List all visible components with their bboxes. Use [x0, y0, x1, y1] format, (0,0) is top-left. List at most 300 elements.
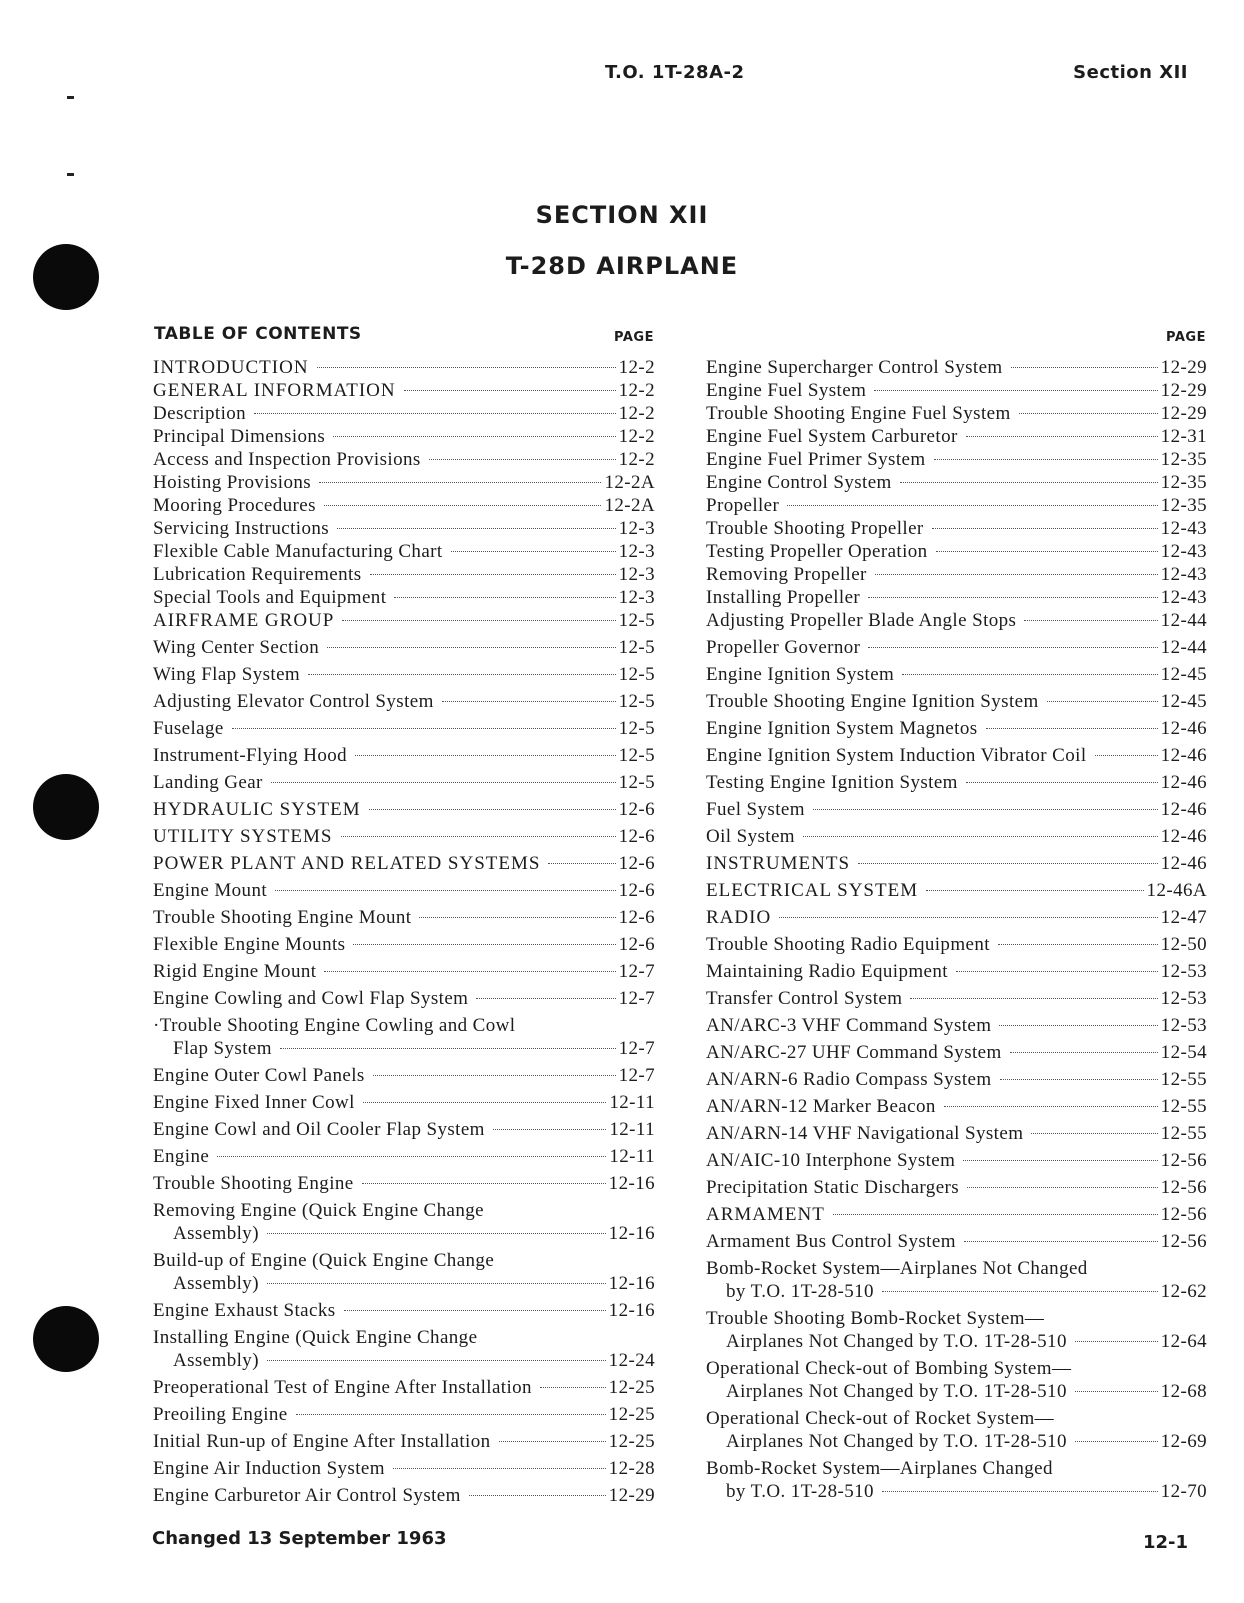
toc-entry-page: 12-7 — [618, 988, 655, 1009]
toc-entry-label: Trouble Shooting Engine Mount — [153, 907, 412, 928]
margin-mark — [67, 173, 74, 176]
toc-entry-page: 12-2 — [618, 449, 655, 470]
dot-leader — [1010, 1052, 1158, 1053]
toc-entry — [706, 563, 1207, 586]
toc-entry — [153, 1118, 655, 1141]
toc-entry-page: 12-56 — [1160, 1204, 1207, 1225]
toc-entry — [153, 609, 655, 632]
toc-entry — [706, 1407, 1207, 1453]
toc-entry-label-continued: by T.O. 1T-28-510 — [726, 1481, 874, 1502]
toc-entry — [706, 379, 1207, 402]
toc-entry — [153, 1457, 655, 1480]
toc-entry-page: 12-6 — [618, 826, 655, 847]
toc-entry-label: Engine Carburetor Air Control System — [153, 1485, 461, 1506]
toc-entry — [153, 1249, 655, 1295]
toc-entry-label: Maintaining Radio Equipment — [706, 961, 948, 982]
toc-entry-label: Engine Fixed Inner Cowl — [153, 1092, 355, 1113]
toc-entry-page: 12-35 — [1160, 472, 1207, 493]
toc-entry — [706, 717, 1207, 740]
dot-leader — [548, 863, 615, 864]
toc-entry — [706, 1068, 1207, 1091]
toc-entry — [153, 717, 655, 740]
toc-entry-label: AN/ARC-27 UHF Command System — [706, 1042, 1002, 1063]
toc-entry-page: 12-46 — [1160, 826, 1207, 847]
toc-entry — [153, 448, 655, 471]
toc-entry-label: Engine Supercharger Control System — [706, 357, 1003, 378]
dot-leader — [998, 944, 1158, 945]
dot-leader — [858, 863, 1158, 864]
toc-entry-page: 12-46 — [1160, 745, 1207, 766]
toc-entry — [706, 1041, 1207, 1064]
toc-entry-page: 12-5 — [618, 772, 655, 793]
toc-entry — [153, 771, 655, 794]
dot-leader — [327, 647, 615, 648]
toc-entry — [153, 798, 655, 821]
dot-leader — [813, 809, 1158, 810]
toc-entry-page: 12-29 — [1160, 380, 1207, 401]
toc-entry-page: 12-7 — [618, 1065, 655, 1086]
toc-entry — [706, 1122, 1207, 1145]
toc-entry-page: 12-44 — [1160, 610, 1207, 631]
toc-entry-label: Rigid Engine Mount — [153, 961, 317, 982]
toc-entry-label-continued: Airplanes Not Changed by T.O. 1T-28-510 — [726, 1331, 1067, 1352]
toc-entry-label: RADIO — [706, 907, 772, 928]
toc-entry-page: 12-55 — [1160, 1069, 1207, 1090]
dot-leader — [779, 917, 1158, 918]
toc-entry-label: Trouble Shooting Radio Equipment — [706, 934, 990, 955]
toc-entry-page: 12-56 — [1160, 1150, 1207, 1171]
toc-entry-label: Bomb-Rocket System—Airplanes Changed — [706, 1458, 1053, 1479]
toc-entry-label: Preoperational Test of Engine After Installation — [153, 1377, 532, 1398]
toc-entry — [706, 879, 1207, 902]
toc-entry-page: 12-11 — [609, 1092, 655, 1113]
dot-leader — [999, 1025, 1157, 1026]
toc-entry — [153, 1484, 655, 1507]
toc-entry — [153, 933, 655, 956]
toc-entry — [153, 540, 655, 563]
toc-entry-label: Transfer Control System — [706, 988, 903, 1009]
toc-entry — [706, 494, 1207, 517]
toc-entry-page: 12-25 — [608, 1404, 655, 1425]
dot-leader — [1031, 1133, 1157, 1134]
dot-leader — [476, 998, 615, 999]
toc-entry — [153, 636, 655, 659]
margin-mark — [67, 96, 74, 99]
dot-leader — [353, 944, 615, 945]
toc-entry-label: Removing Engine (Quick Engine Change — [153, 1200, 484, 1221]
toc-entry-label: Wing Center Section — [153, 637, 320, 658]
toc-entry — [153, 425, 655, 448]
toc-entry-page: 12-5 — [618, 664, 655, 685]
toc-entry — [153, 852, 655, 875]
toc-entry — [706, 636, 1207, 659]
dot-leader — [900, 482, 1158, 483]
dot-leader — [254, 413, 616, 414]
toc-entry-page: 12-46 — [1160, 718, 1207, 739]
section-label: Section XII — [1073, 62, 1188, 83]
dot-leader — [333, 436, 615, 437]
toc-entry-page: 12-16 — [608, 1300, 655, 1321]
dot-leader — [373, 1075, 616, 1076]
toc-entry-label: Trouble Shooting Propeller — [706, 518, 924, 539]
dot-leader — [967, 1187, 1158, 1188]
airplane-title: T-28D AIRPLANE — [505, 252, 739, 280]
toc-entry-page: 12-56 — [1160, 1177, 1207, 1198]
toc-entry — [706, 798, 1207, 821]
dot-leader — [902, 674, 1157, 675]
toc-entry — [153, 1014, 655, 1060]
section-title: SECTION XII — [535, 201, 709, 229]
toc-entry-page: 12-5 — [618, 637, 655, 658]
dot-leader — [540, 1387, 606, 1388]
toc-entry-page: 12-6 — [618, 934, 655, 955]
dot-leader — [966, 436, 1158, 437]
toc-heading: TABLE OF CONTENTS — [154, 324, 362, 344]
toc-entry — [706, 987, 1207, 1010]
dot-leader — [875, 574, 1158, 575]
toc-entry-label: INSTRUMENTS — [706, 853, 851, 874]
toc-entry — [706, 1203, 1207, 1226]
toc-entry-page: 12-2 — [618, 357, 655, 378]
toc-entry — [706, 1176, 1207, 1199]
toc-entry — [153, 402, 655, 425]
toc-entry-page: 12-5 — [618, 718, 655, 739]
toc-entry-label: Hoisting Provisions — [153, 472, 312, 493]
dot-leader — [317, 367, 616, 368]
toc-entry-label: AN/AIC-10 Interphone System — [706, 1150, 956, 1171]
dot-leader — [429, 459, 616, 460]
toc-entry-page: 12-55 — [1160, 1096, 1207, 1117]
dot-leader — [362, 1183, 606, 1184]
toc-entry-label: GENERAL INFORMATION — [153, 380, 396, 401]
toc-entry-page: 12-11 — [609, 1146, 655, 1167]
dot-leader — [926, 890, 1143, 891]
dot-leader — [499, 1441, 606, 1442]
doc-number: T.O. 1T-28A-2 — [605, 62, 745, 83]
toc-entry — [153, 356, 655, 379]
punch-hole-bottom — [33, 1306, 99, 1372]
dot-leader — [404, 390, 616, 391]
toc-entry-page: 12-16 — [608, 1173, 655, 1194]
toc-entry-label: Initial Run-up of Engine After Installation — [153, 1431, 491, 1452]
toc-entry-label: Engine Ignition System Magnetos — [706, 718, 978, 739]
dot-leader — [1024, 620, 1157, 621]
toc-right-column — [706, 356, 1207, 1507]
toc-entry — [153, 471, 655, 494]
toc-entry — [706, 771, 1207, 794]
toc-entry-label-continued: Airplanes Not Changed by T.O. 1T-28-510 — [726, 1431, 1067, 1452]
dot-leader — [337, 528, 615, 529]
toc-entry-label: Operational Check-out of Rocket System— — [706, 1408, 1055, 1429]
toc-entry-label: Bomb-Rocket System—Airplanes Not Changed — [706, 1258, 1088, 1279]
toc-entry — [706, 448, 1207, 471]
dot-leader — [342, 620, 615, 621]
dot-leader — [1075, 1391, 1158, 1392]
toc-entry-label: Operational Check-out of Bombing System— — [706, 1358, 1072, 1379]
punch-hole-middle — [33, 774, 99, 840]
dot-leader — [910, 998, 1157, 999]
dot-leader — [934, 459, 1158, 460]
toc-entry-label-continued: Airplanes Not Changed by T.O. 1T-28-510 — [726, 1381, 1067, 1402]
dot-leader — [1075, 1441, 1158, 1442]
toc-entry-page: 12-50 — [1160, 934, 1207, 955]
dot-leader — [271, 782, 616, 783]
toc-entry-page: 12-6 — [618, 880, 655, 901]
dot-leader — [419, 917, 615, 918]
toc-entry-page: 12-35 — [1160, 495, 1207, 516]
toc-entry-page: 12-46A — [1146, 880, 1207, 901]
toc-entry-label: Description — [153, 403, 247, 424]
toc-entry-page: 12-70 — [1160, 1481, 1207, 1502]
dot-leader — [966, 782, 1158, 783]
toc-entry — [153, 1326, 655, 1372]
toc-entry — [706, 960, 1207, 983]
toc-entry-label: Engine Cowling and Cowl Flap System — [153, 988, 469, 1009]
toc-entry-page: 12-7 — [618, 1038, 655, 1059]
toc-entry — [153, 987, 655, 1010]
dot-leader — [363, 1102, 607, 1103]
toc-entry-label: Propeller Governor — [706, 637, 861, 658]
dot-leader — [882, 1291, 1158, 1292]
toc-entry — [706, 586, 1207, 609]
toc-entry-label: POWER PLANT AND RELATED SYSTEMS — [153, 853, 541, 874]
toc-entry-page: 12-43 — [1160, 541, 1207, 562]
dot-leader — [882, 1491, 1158, 1492]
toc-entry — [706, 517, 1207, 540]
toc-entry — [153, 960, 655, 983]
toc-entry-label: Special Tools and Equipment — [153, 587, 387, 608]
toc-entry — [153, 690, 655, 713]
toc-entry-page: 12-46 — [1160, 853, 1207, 874]
dot-leader — [217, 1156, 606, 1157]
toc-entry-page: 12-68 — [1160, 1381, 1207, 1402]
dot-leader — [868, 647, 1157, 648]
toc-entry-page: 12-55 — [1160, 1123, 1207, 1144]
changed-date: Changed 13 September 1963 — [152, 1528, 447, 1549]
dot-leader — [394, 597, 615, 598]
toc-entry-page: 12-29 — [1160, 403, 1207, 424]
toc-entry-page: 12-2 — [618, 380, 655, 401]
toc-entry-page: 12-3 — [618, 587, 655, 608]
dot-leader — [344, 1310, 606, 1311]
toc-entry-label: Testing Propeller Operation — [706, 541, 928, 562]
toc-entry-page: 12-5 — [618, 691, 655, 712]
dot-leader — [324, 505, 602, 506]
toc-entry-page: 12-46 — [1160, 799, 1207, 820]
toc-entry-page: 12-56 — [1160, 1231, 1207, 1252]
toc-entry-label: AN/ARC-3 VHF Command System — [706, 1015, 992, 1036]
dot-leader — [267, 1360, 606, 1361]
toc-entry-label: Trouble Shooting Engine Fuel System — [706, 403, 1011, 424]
toc-entry-label: ELECTRICAL SYSTEM — [706, 880, 919, 901]
dot-leader — [341, 836, 616, 837]
toc-entry-label-continued: by T.O. 1T-28-510 — [726, 1281, 874, 1302]
toc-entry-page: 12-53 — [1160, 961, 1207, 982]
toc-entry — [706, 690, 1207, 713]
toc-entry-label: Flexible Engine Mounts — [153, 934, 346, 955]
toc-entry-page: 12-7 — [618, 961, 655, 982]
toc-entry-page: 12-62 — [1160, 1281, 1207, 1302]
dot-leader — [393, 1468, 606, 1469]
toc-entry-label: Engine Mount — [153, 880, 268, 901]
toc-entry — [706, 1095, 1207, 1118]
toc-entry-label-continued: Assembly) — [173, 1350, 259, 1371]
toc-entry-label: Engine Ignition System Induction Vibrator Coil — [706, 745, 1087, 766]
toc-entry — [706, 1230, 1207, 1253]
toc-entry — [153, 744, 655, 767]
dot-leader — [369, 809, 616, 810]
toc-entry-label: Oil System — [706, 826, 795, 847]
toc-entry — [153, 586, 655, 609]
toc-entry-page: 12-16 — [608, 1223, 655, 1244]
toc-entry — [153, 1403, 655, 1426]
toc-entry-page: 12-2 — [618, 403, 655, 424]
toc-entry — [153, 1376, 655, 1399]
toc-entry-page: 12-25 — [608, 1377, 655, 1398]
toc-entry-page: 12-29 — [608, 1485, 655, 1506]
toc-entry — [153, 379, 655, 402]
toc-entry-label: Trouble Shooting Bomb-Rocket System— — [706, 1308, 1045, 1329]
toc-entry-page: 12-35 — [1160, 449, 1207, 470]
dot-leader — [370, 574, 616, 575]
toc-entry-page: 12-3 — [618, 518, 655, 539]
toc-entry-label: HYDRAULIC SYSTEM — [153, 799, 361, 820]
toc-entry — [706, 425, 1207, 448]
toc-entry — [153, 517, 655, 540]
toc-entry — [706, 609, 1207, 632]
toc-entry-label: AN/ARN-14 VHF Navigational System — [706, 1123, 1024, 1144]
dot-leader — [451, 551, 616, 552]
toc-entry-page: 12-43 — [1160, 564, 1207, 585]
toc-entry-page: 12-53 — [1160, 1015, 1207, 1036]
toc-entry — [706, 906, 1207, 929]
toc-entry-page: 12-5 — [618, 745, 655, 766]
dot-leader — [963, 1160, 1157, 1161]
toc-entry — [706, 663, 1207, 686]
toc-entry-page: 12-16 — [608, 1273, 655, 1294]
toc-entry — [153, 494, 655, 517]
toc-entry-label: Engine Fuel System — [706, 380, 867, 401]
dot-leader — [932, 528, 1158, 529]
toc-entry-label: Engine Cowl and Oil Cooler Flap System — [153, 1119, 485, 1140]
toc-entry-page: 12-69 — [1160, 1431, 1207, 1452]
toc-entry-label: Instrument-Flying Hood — [153, 745, 348, 766]
toc-entry — [706, 1307, 1207, 1353]
toc-entry-label: Precipitation Static Dischargers — [706, 1177, 960, 1198]
dot-leader — [280, 1048, 616, 1049]
toc-entry — [153, 1299, 655, 1322]
toc-entry-label: Trouble Shooting Engine Ignition System — [706, 691, 1039, 712]
toc-entry-label: Principal Dimensions — [153, 426, 326, 447]
toc-entry — [153, 1145, 655, 1168]
toc-entry-label: Engine Exhaust Stacks — [153, 1300, 336, 1321]
toc-entry-page: 12-2A — [604, 495, 655, 516]
toc-entry-page: 12-45 — [1160, 664, 1207, 685]
toc-entry — [706, 356, 1207, 379]
toc-entry — [706, 1357, 1207, 1403]
dot-leader — [308, 674, 615, 675]
toc-entry-page: 12-54 — [1160, 1042, 1207, 1063]
dot-leader — [267, 1233, 606, 1234]
dot-leader — [275, 890, 616, 891]
toc-entry-label: INTRODUCTION — [153, 357, 309, 378]
dot-leader — [442, 701, 616, 702]
toc-entry-label-continued: Flap System — [173, 1038, 272, 1059]
dot-leader — [1019, 413, 1158, 414]
toc-entry-label: Installing Propeller — [706, 587, 861, 608]
toc-entry-page: 12-43 — [1160, 518, 1207, 539]
toc-entry-page: 12-46 — [1160, 772, 1207, 793]
dot-leader — [355, 755, 616, 756]
toc-entry-label-continued: Assembly) — [173, 1273, 259, 1294]
toc-entry-label: Adjusting Propeller Blade Angle Stops — [706, 610, 1017, 631]
dot-leader — [874, 390, 1157, 391]
toc-entry-label: Flexible Cable Manufacturing Chart — [153, 541, 443, 562]
toc-entry-page: 12-43 — [1160, 587, 1207, 608]
toc-entry-label: Fuel System — [706, 799, 805, 820]
toc-entry-label: Engine Fuel System Carburetor — [706, 426, 958, 447]
page-column-label-right: PAGE — [1166, 330, 1206, 345]
toc-entry — [706, 933, 1207, 956]
toc-entry — [706, 744, 1207, 767]
toc-entry-label: AIRFRAME GROUP — [153, 610, 335, 631]
toc-entry-label: Mooring Procedures — [153, 495, 316, 516]
toc-entry-label: Engine Outer Cowl Panels — [153, 1065, 365, 1086]
toc-entry-page: 12-28 — [608, 1458, 655, 1479]
dot-leader — [1011, 367, 1158, 368]
toc-entry-page: 12-6 — [618, 799, 655, 820]
dot-leader — [493, 1129, 607, 1130]
dot-leader — [296, 1414, 606, 1415]
toc-entry-label-continued: Assembly) — [173, 1223, 259, 1244]
dot-leader — [787, 505, 1157, 506]
toc-entry-page: 12-64 — [1160, 1331, 1207, 1352]
toc-entry-page: 12-25 — [608, 1431, 655, 1452]
toc-entry-page: 12-3 — [618, 564, 655, 585]
dot-leader — [1095, 755, 1158, 756]
toc-entry — [706, 471, 1207, 494]
toc-entry-label: Armament Bus Control System — [706, 1231, 956, 1252]
toc-entry-label: Engine Fuel Primer System — [706, 449, 926, 470]
toc-entry — [706, 825, 1207, 848]
toc-entry — [153, 825, 655, 848]
toc-entry-label: Fuselage — [153, 718, 224, 739]
toc-entry-page: 12-53 — [1160, 988, 1207, 1009]
dot-leader — [232, 728, 616, 729]
toc-entry-label: Landing Gear — [153, 772, 263, 793]
toc-entry-label: Lubrication Requirements — [153, 564, 362, 585]
toc-entry-page: 12-2 — [618, 426, 655, 447]
toc-entry-label: Adjusting Elevator Control System — [153, 691, 434, 712]
dot-leader — [964, 1241, 1158, 1242]
toc-entry-page: 12-44 — [1160, 637, 1207, 658]
page-number: 12-1 — [1142, 1532, 1188, 1553]
toc-entry — [153, 563, 655, 586]
dot-leader — [936, 551, 1158, 552]
dot-leader — [944, 1106, 1158, 1107]
toc-entry-label: Testing Engine Ignition System — [706, 772, 958, 793]
dot-leader — [1047, 701, 1158, 702]
toc-entry-label: Trouble Shooting Engine — [153, 1173, 354, 1194]
toc-entry — [706, 852, 1207, 875]
dot-leader — [1075, 1341, 1158, 1342]
toc-entry — [153, 1091, 655, 1114]
toc-left-column — [153, 356, 655, 1511]
toc-entry-page: 12-29 — [1160, 357, 1207, 378]
toc-entry-page: 12-45 — [1160, 691, 1207, 712]
toc-entry-label: Engine Control System — [706, 472, 892, 493]
toc-entry-page: 12-6 — [618, 853, 655, 874]
